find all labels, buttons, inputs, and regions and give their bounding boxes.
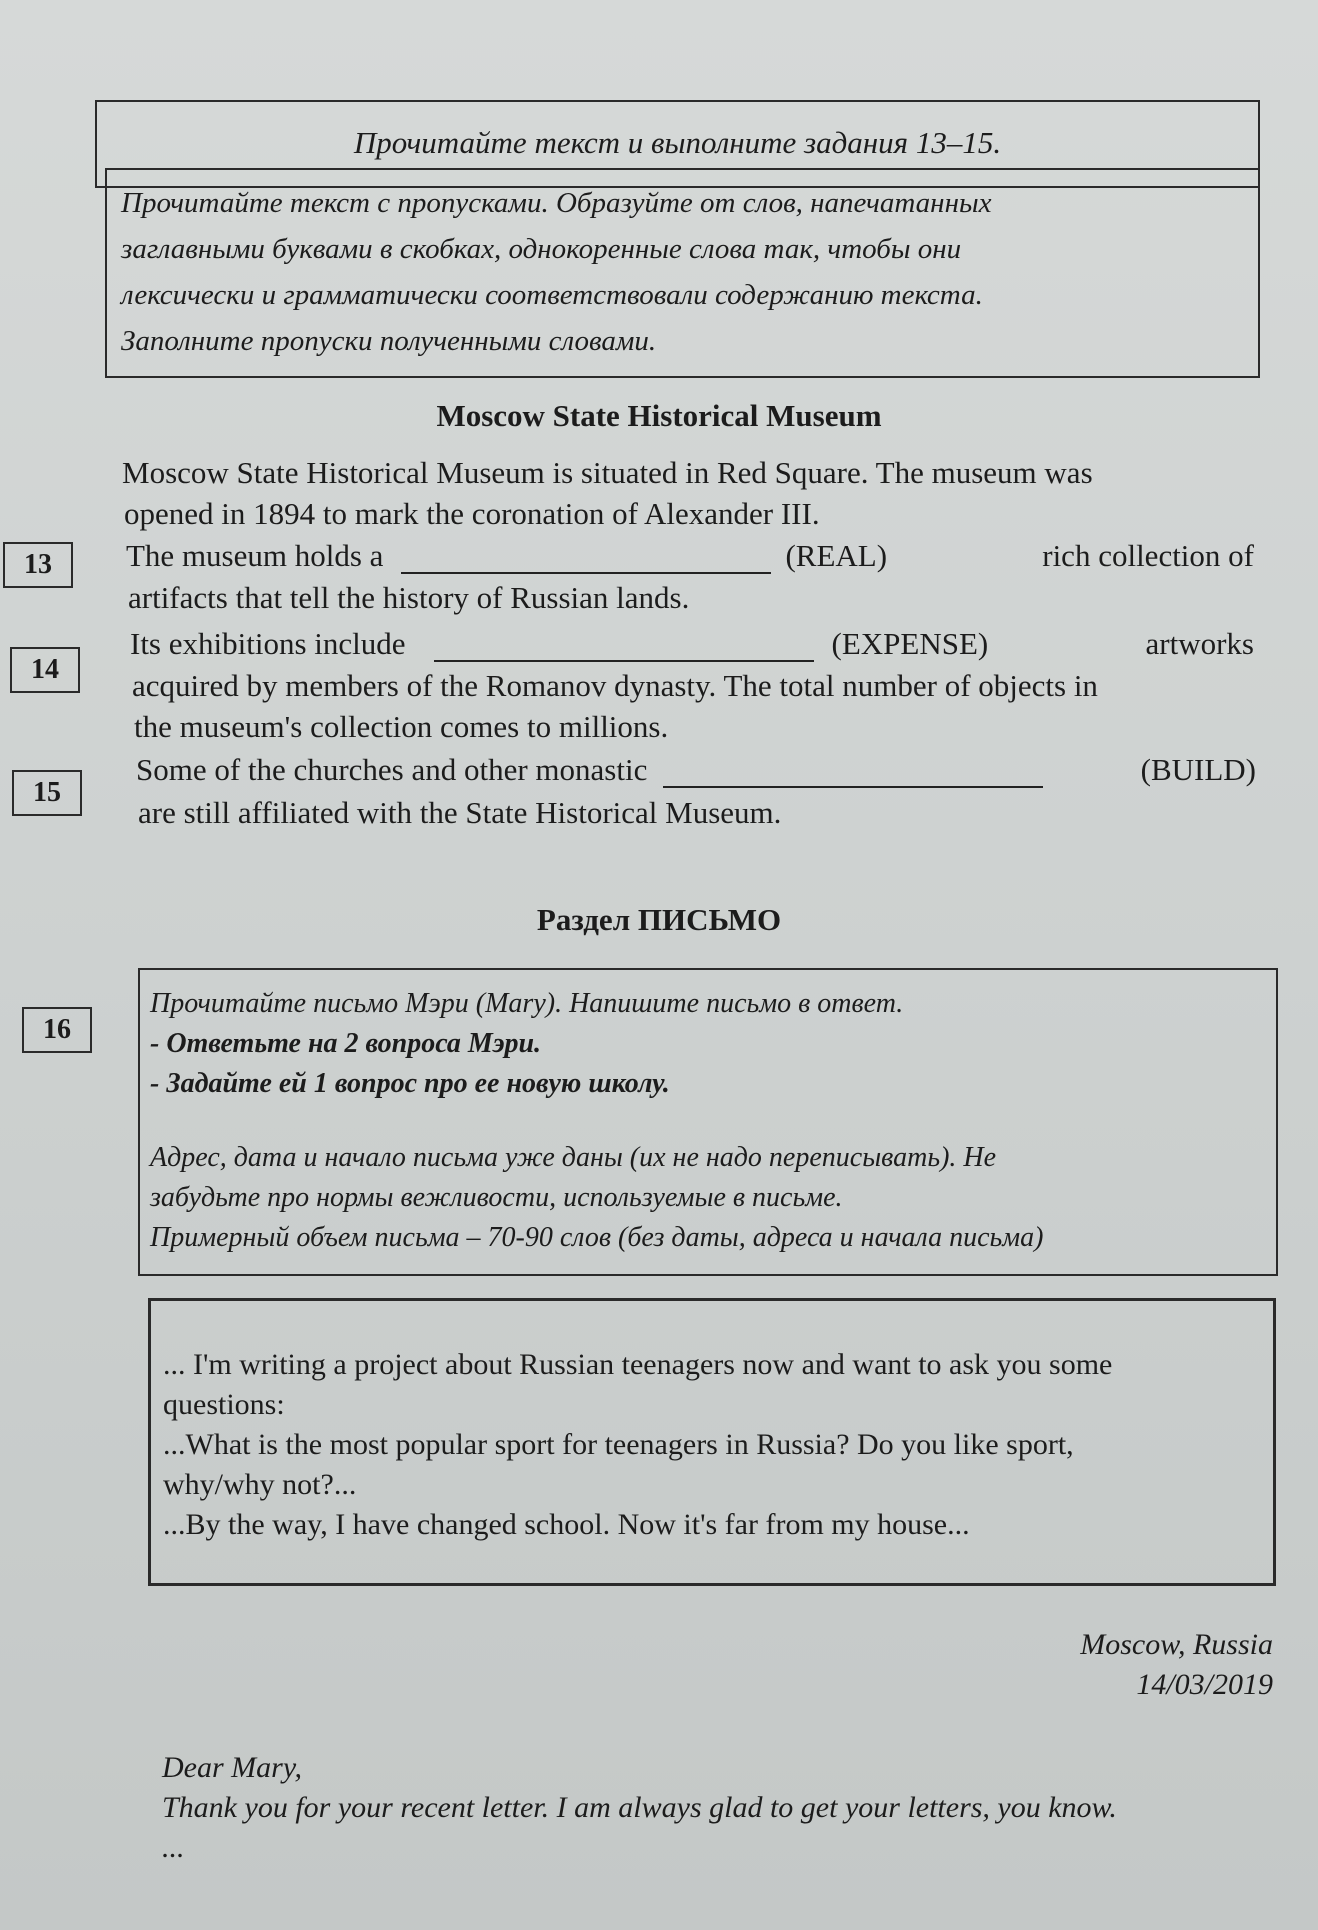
q13-text-before: The museum holds a [126,538,384,573]
task16-line: Прочитайте письмо Мэри (Mary). Напишите письмо в ответ. [150,988,904,1019]
q15-text-before: Some of the churches and other monastic [136,752,648,787]
reply-address [1080,1625,1273,1705]
text-line: artifacts that tell the history of Russian lands. [128,580,690,615]
q14-answer-blank[interactable] [434,632,814,662]
q13-word: (REAL) [785,538,888,573]
task16-line: Адрес, дата и начало письма уже даны (их не надо переписывать). Не [150,1142,997,1173]
task16-line: - Задайте ей 1 вопрос про ее новую школу. [150,1068,670,1099]
reply-date: 14/03/2019 [1136,1668,1273,1701]
task-header-title: Прочитайте текст и выполните задания 13–15. [353,125,1002,160]
q14-word: (EXPENSE) [831,626,989,661]
task16-line: Примерный объем письма – 70-90 слов (без даты, адреса и начала письма) [150,1222,1044,1253]
question-13-line [126,538,1254,574]
reply-first-line: Thank you for your recent letter. I am always glad to get your letters, you know. [162,1791,1117,1824]
letter-line: questions: [163,1388,285,1421]
letter-line: ...By the way, I have changed school. Now it's far from my house... [163,1508,970,1541]
q14-text-after: artworks [1145,626,1254,661]
task-16-instructions-box [138,968,1278,1276]
question-number-16: 16 [22,1007,92,1053]
q15-answer-blank[interactable] [663,758,1043,788]
text-title: Moscow State Historical Museum [436,398,882,433]
task16-spacer [150,1104,1266,1138]
reply-ellipsis: ... [162,1831,185,1864]
mary-letter-box [148,1298,1276,1586]
letter-line: why/why not?... [163,1468,357,1501]
instructions-box [105,168,1260,378]
text-line: are still affiliated with the State Historical Museum. [138,795,782,830]
instruction-line: Заполните пропуски полученными словами. [121,325,657,357]
question-number-13: 13 [3,542,73,588]
question-15-line [136,752,1256,788]
text-line: Moscow State Historical Museum is situated in Red Square. The museum was [122,455,1093,490]
question-14-line [130,626,1254,662]
reply-opening [162,1748,1117,1868]
instruction-line: Прочитайте текст с пропусками. Образуйте от слов, напечатанных [121,187,992,219]
reply-greeting: Dear Mary, [162,1751,302,1784]
section-title: Раздел ПИСЬМО [536,902,782,937]
text-line: opened in 1894 to mark the coronation of Alexander III. [124,496,820,531]
question-number-14: 14 [10,647,80,693]
task16-line: забудьте про нормы вежливости, используемые в письме. [150,1182,843,1213]
text-line: the museum's collection comes to millions. [134,709,669,744]
instruction-line: лексически и грамматически соответствовали содержанию текста. [121,279,983,311]
question-number-15: 15 [12,770,82,816]
task16-line: - Ответьте на 2 вопроса Мэри. [150,1028,542,1059]
q13-answer-blank[interactable] [401,544,771,574]
letter-line: ... I'm writing a project about Russian teenagers now and want to ask you some [163,1348,1113,1381]
text-line: acquired by members of the Romanov dynasty. The total number of objects in [132,668,1098,703]
q15-word: (BUILD) [1140,752,1256,787]
reply-city: Moscow, Russia [1080,1628,1273,1661]
q13-text-after: rich collection of [1042,538,1254,573]
instruction-line: заглавными буквами в скобках, однокоренные слова так, чтобы они [121,233,962,265]
q14-text-before: Its exhibitions include [130,626,406,661]
letter-line: ...What is the most popular sport for teenagers in Russia? Do you like sport, [163,1428,1074,1461]
